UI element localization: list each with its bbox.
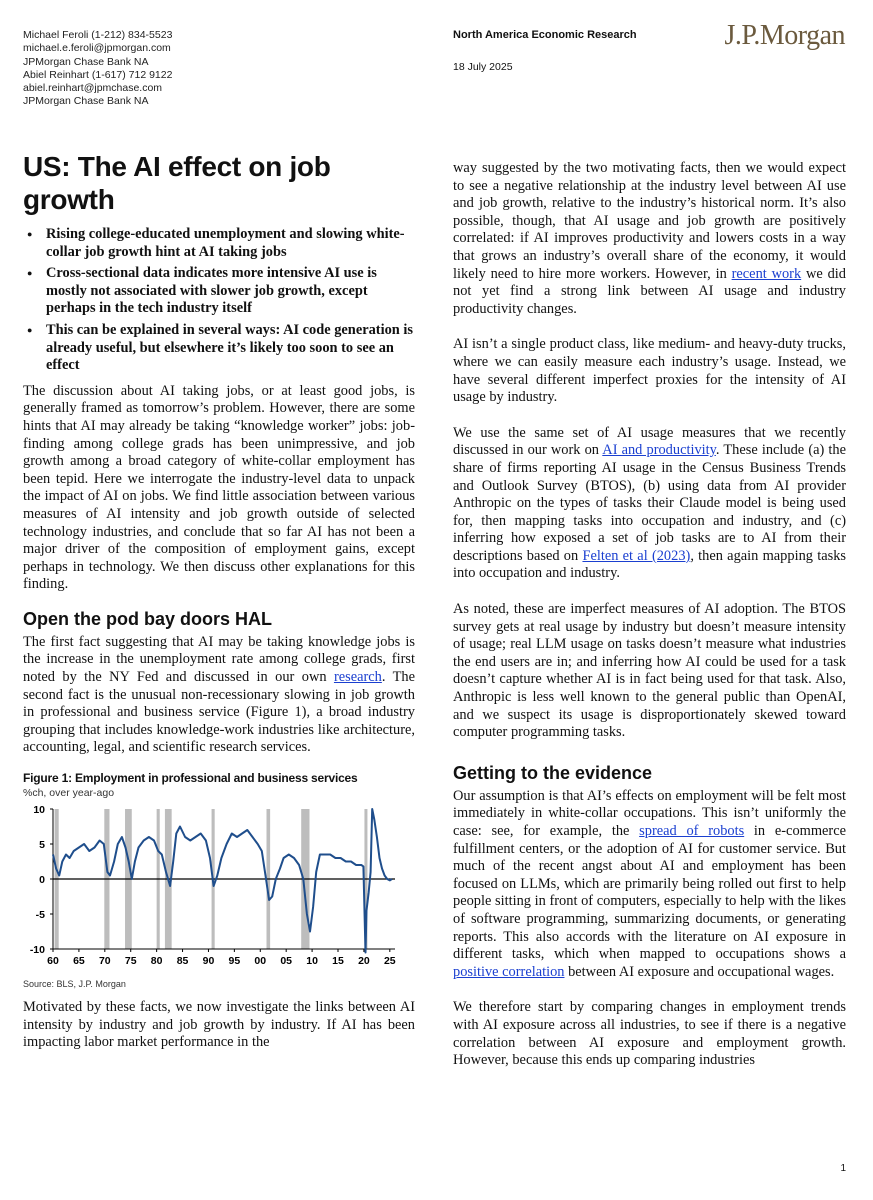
- text-run: between AI exposure and occupational wages.: [564, 963, 835, 980]
- author-email[interactable]: michael.e.feroli@jpmorgan.com: [23, 42, 171, 55]
- report-date: 18 July 2025: [453, 61, 513, 73]
- figure-source: Source: BLS, J.P. Morgan: [23, 979, 126, 990]
- y-tick-label: 5: [39, 839, 45, 852]
- y-tick-label: -10: [29, 944, 45, 957]
- figure-title: Figure 1: Employment in professional and business services: [23, 771, 358, 786]
- y-tick-label: -5: [35, 909, 45, 922]
- right-paragraph-5: [453, 788, 846, 982]
- x-tick-label: 15: [332, 955, 344, 968]
- positive-correlation-link[interactable]: positive correlation: [453, 963, 565, 980]
- x-tick-label: 00: [254, 955, 267, 968]
- x-tick-label: 70: [98, 955, 111, 968]
- felten-link[interactable]: Felten et al (2023): [582, 547, 691, 564]
- x-tick-label: 75: [124, 955, 137, 968]
- right-paragraph-4: As noted, these are imperfect measures of AI adoption. The BTOS survey gets at real usage by industry but doesn’t measure intensity of usage; real LLM usage on tasks doesn’t measure what industries the end users are in; and inferring how AI could be used for a task doesn’t capture whether AI is in fact being used for that task. Also, Anthropic is less well known to the general public than OpenAI, and we suspect its usage is disproportionately skewed toward computer programming tasks.: [453, 601, 846, 741]
- report-meta: [453, 29, 637, 73]
- left-column: [23, 150, 415, 1052]
- text-run: Our assumption is that AI’s effects on employment will be felt most immediately in white-collar occupations. This isn’t uniformly the case: see, for example, the: [453, 787, 846, 839]
- key-point: ● This can be explained in several ways: AI code generation is already useful, but elsewhere it’s likely too soon to see an effect: [23, 322, 415, 375]
- author-name: Michael Feroli (1-212) 834-5523: [23, 29, 173, 41]
- x-tick-label: 25: [383, 955, 396, 968]
- x-tick-label: 20: [358, 955, 370, 968]
- page-number: 1: [840, 1163, 846, 1174]
- section-heading-evidence: Getting to the evidence: [453, 762, 653, 783]
- jpmorgan-logo: J.P.Morgan: [724, 20, 845, 51]
- y-tick-label: 0: [39, 874, 45, 887]
- right-paragraph-2: AI isn’t a single product class, like medium- and heavy-duty trucks, where we can easily measure each industry’s usage. Instead, we have several different imperfect proxies for the intensity of AI usage by industry.: [453, 336, 846, 406]
- ai-productivity-link[interactable]: AI and productivity: [602, 442, 716, 459]
- section-heading-pod-bay: Open the pod bay doors HAL: [23, 608, 273, 629]
- figure-1: [23, 771, 415, 989]
- text-run: We use the same set of AI usage measures that we recently discussed in our work on: [453, 424, 846, 459]
- text-run: way suggested by the two motivating facts, then we would expect to see a negative relationship at the industry level between AI use and job growth, relative to the industry’s historical norm. It’s also possible, though, that AI usage and job growth are positively correlated: if AI improves productivity and lowers costs in a way that grows an industry’s overall share of the economy, it would likely need to hire more workers. However, in: [453, 160, 846, 282]
- x-tick-label: 95: [228, 955, 241, 968]
- text-run: . The second fact is the unusual non-recessionary slowing in job growth in professional and business service (Figure 1), a broad industry grouping that includes knowledge-work industries like architecture, accounting, legal, and scientific research services.: [23, 669, 415, 756]
- x-tick-label: 10: [306, 955, 318, 968]
- right-paragraph-1: [453, 160, 846, 318]
- intro-paragraph: The discussion about AI taking jobs, or at least good jobs, is generally framed as tomorrow’s problem. However, there are some hints that AI may already be taking “knowledge worker” jobs: job-finding among college grads has been unimpressive, and job growth among a broad category of white-collar employment has been tepid. Here we interrogate the industry-level data to unpack the impact of AI on jobs. We find little association between various measures of AI intensity and job growth outside of selected technology industries, and conclude that so far AI has not been a major driver of the composition of employment gains, except perhaps in technology. We then discuss other explanations for this finding.: [23, 382, 415, 593]
- figure-subtitle: %ch, over year-ago: [23, 787, 115, 800]
- line-chart: [23, 799, 413, 979]
- right-column: [453, 160, 846, 1070]
- author-affiliation: JPMorgan Chase Bank NA: [23, 55, 149, 68]
- y-tick-label: 10: [33, 804, 45, 817]
- x-tick-label: 90: [202, 955, 215, 968]
- text-run: . These include (a) the share of firms reporting AI usage in the Census Business Trends and Outlook Survey (BTOS), (b) using data from AI provider Anthropic on the types of tasks their Claude model is being used for, then mapping tasks into occupation and industry, and (c) inferring how exposed a set of job tasks are to AI from their descriptions based on: [453, 442, 846, 564]
- research-link[interactable]: research: [333, 669, 382, 686]
- author-email[interactable]: abiel.reinhart@jpmchase.com: [23, 82, 163, 95]
- x-tick-label: 85: [176, 955, 189, 968]
- right-paragraph-3: [453, 425, 846, 583]
- post-figure-paragraph: Motivated by these facts, we now investigate the links between AI intensity by industry and job growth by industry. If AI has been impacting labor market performance in the: [23, 999, 415, 1051]
- author-block: [23, 29, 172, 109]
- recent-work-link[interactable]: recent work: [731, 265, 802, 282]
- x-tick-label: 05: [280, 955, 293, 968]
- key-points: [23, 226, 415, 375]
- text-run: we did not yet find a strong link between AI usage and industry productivity changes.: [453, 265, 846, 317]
- right-paragraph-6: We therefore start by comparing changes in employment trends with AI exposure across all industries, to see if there is a negative correlation between AI exposure and employment growth. However, because this ends up comparing industries: [453, 999, 846, 1069]
- key-point: ● Rising college-educated unemployment and slowing white-collar job growth hint at AI taking jobs: [23, 226, 415, 261]
- text-run: in e-commerce fulfillment centers, or the adoption of AI for customer service. But much of the recent angst about AI and employment has been focused on LLMs, which are primarily being rolled out first to help people sitting in front of computers, especially to help with the likes of software programming, summarizing documents, or generating reports. This also accords with the literature on AI exposure in different tasks, which when mapped to occupations shows a: [453, 823, 846, 963]
- text-run: , then again mapping tasks into occupation and industry.: [453, 547, 846, 582]
- text-run: The first fact suggesting that AI may be taking knowledge jobs is the increase in the unemployment rate among college grads, first noted by the NY Fed and discussed in our own: [23, 633, 415, 686]
- x-tick-label: 60: [47, 955, 59, 968]
- robots-link[interactable]: spread of robots: [639, 823, 745, 839]
- key-point: ● Cross-sectional data indicates more intensive AI use is mostly not associated with slower job growth, except perhaps in the tech industry itself: [23, 265, 415, 318]
- research-unit: North America Economic Research: [453, 29, 637, 41]
- article-title: US: The AI effect on job growth: [23, 151, 331, 215]
- author-name: Abiel Reinhart (1-617) 712 9122: [23, 68, 173, 81]
- series-line: [53, 809, 392, 953]
- section1-paragraph: [23, 634, 415, 757]
- author-affiliation: JPMorgan Chase Bank NA: [23, 95, 149, 108]
- x-tick-label: 65: [73, 955, 85, 968]
- x-tick-label: 80: [150, 955, 163, 968]
